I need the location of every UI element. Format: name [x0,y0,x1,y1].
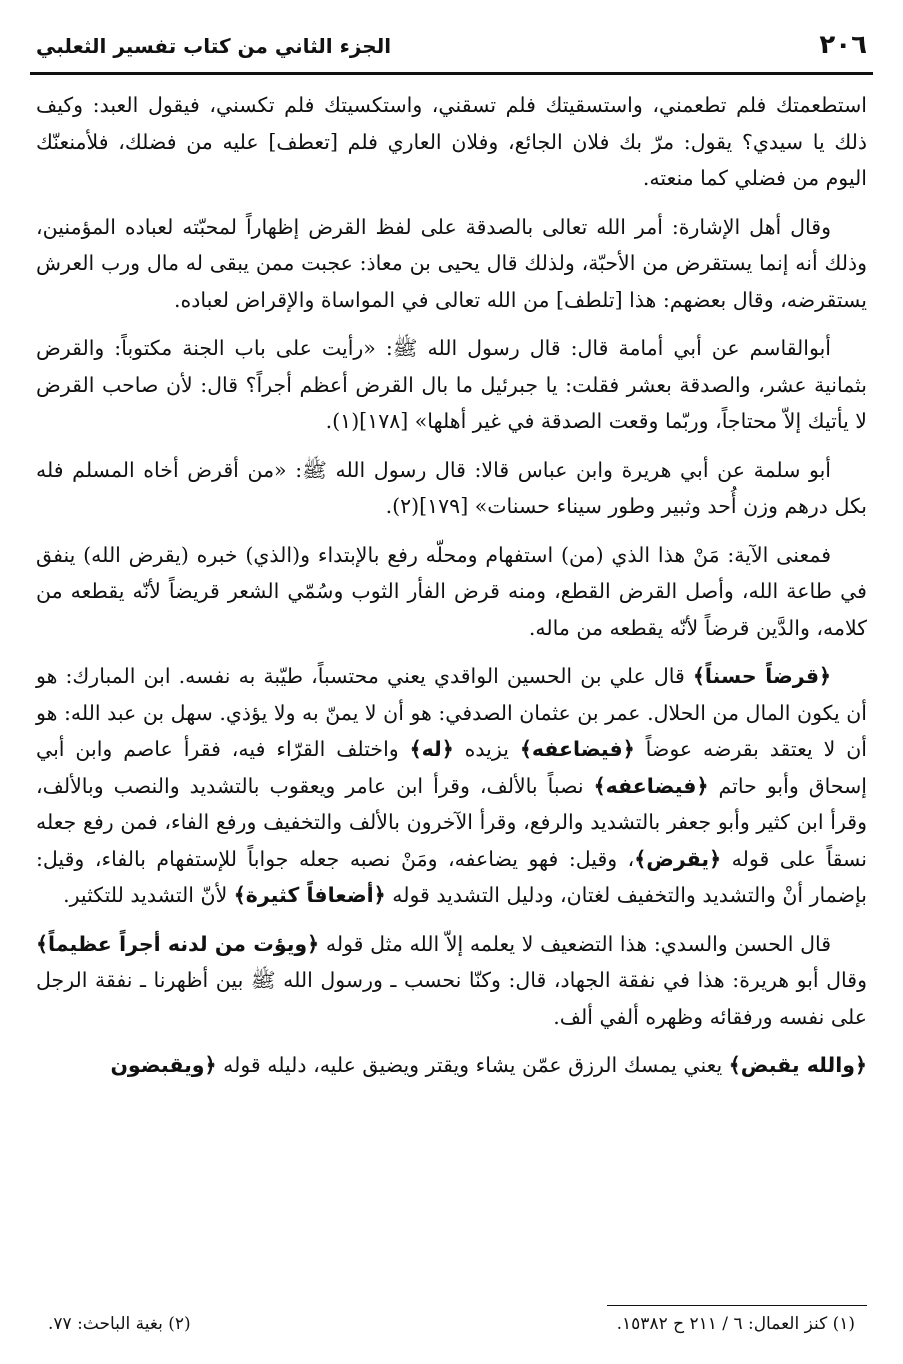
footnotes [30,1305,873,1334]
text-segment: وقال أهل الإشارة: أمر الله تعالى بالصدقة على لفظ القرض إظهاراً لمحبّته لعباده المؤمنين، وذلك أنه إنما يستقرض من الأحبّة، ولذلك قال يحيى بن معاذ: عجبت ممن يبقى له مال ورب العرش يستقرضه، وقال بعضهم: هذا [تلطف] من الله تعالى في المواساة والإقراض لعباده. [36,214,867,312]
footnote-row [30,1314,873,1334]
footnote-1: (١) كنز العمال: ٦ / ٢١١ ح ١٥٣٨٢. [616,1314,855,1334]
paragraph-5 [30,537,873,647]
text-segment: فمعنى الآية: مَنْ هذا الذي (من) استفهام ومحلّه رفع بالإبتداء و(الذي) خبره (يقرض الله) ينفق في طاعة الله، وأصل القرض القطع، ومنه قرض الفأر الثوب وسُمّي الشعر قريضاً لأنّه يقطعه من كلامه، والدَّين قرضاً لأنّه يقطعه من ماله. [36,542,867,640]
text-segment: أبو سلمة عن أبي هريرة وابن عباس قالا: قال رسول الله ﷺ: «من أقرض أخاه المسلم فله بكل درهم وزن أُحد وثبير وطور سيناء حسنات» [١٧٩](٢). [36,457,867,518]
paragraph-3 [30,330,873,440]
footnote-rule [607,1305,867,1306]
page-number: ٢٠٦ [819,30,867,60]
book-page [30,30,873,1350]
footnote-2: (٢) بغية الباحث: ٧٧. [48,1314,191,1334]
paragraph-7 [30,926,873,1036]
text-segment: نصباً بالألف، وقرأ ابن عامر ويعقوب بالتشديد والنصب وبالألف، وقرأ ابن كثير وأبو جعفر بالتشديد والرفع، وقرأ الآخرون بالألف والتخفيف ورفع الفاء، فمن رفع جعله نسقاً على قوله [36,773,867,871]
text-segment: قال علي بن الحسين الواقدي يعني محتسباً، طيّبة به نفسه. ابن المبارك: هو أن يكون المال من الحلال. عمر بن عثمان الصدفي: هو أن لا يمنّ به ولا يؤذي. سهل بن عبد الله: هو أن لا يعتقد بقرضه عوضاً [36,664,867,761]
text-segment: استطعمتك فلم تطعمني، واستسقيتك فلم تسقني، واستكسيتك فلم تكسني، فيقول العبد: وكيف ذلك يا سيدي؟ يقول: مرّ بك فلان الجائع، وفلان العاري فلم [تعطف] عليه من فضلك، فلأمنعنّك اليوم من فضلي كما منعته. [36,93,867,190]
text-segment: يزيده [453,737,520,761]
quran-quote: ﴿ويؤت من لدنه أجراً عظيماً﴾ [36,931,320,956]
paragraph-4 [30,452,873,525]
quran-quote: ﴿قرضاً حسناً﴾ [692,664,831,688]
running-title: الجزء الثاني من كتاب تفسير الثعلبي [36,34,392,58]
quran-quote: ﴿أضعافاً كثيرة﴾ [233,883,386,907]
quran-quote: ﴿والله يقبض﴾ [728,1053,867,1077]
quran-quote: ﴿ويقبضون [110,1053,217,1077]
body-text [30,87,873,1084]
text-segment: أبوالقاسم عن أبي أمامة قال: قال رسول الله ﷺ: «رأيت على باب الجنة مكتوباً: والقرض بثمانية عشر، والصدقة بعشر فقلت: يا جبرئيل ما بال القرض أعظم أجراً؟ قال: لأن صاحب القرض لا يأتيك إلاّ محتاجاً، وربّما وقعت الصدقة في غير أهلها» [١٧٨](١). [36,336,867,433]
header-rule [30,72,873,75]
paragraph-1 [30,87,873,197]
quran-quote: ﴿فيضاعفه﴾ [593,773,709,798]
paragraph-2 [30,209,873,319]
text-segment: لأنّ التشديد للتكثير. [63,883,234,907]
paragraph-6 [30,658,873,914]
text-segment: واختلف القرّاء فيه، فقرأ عاصم وابن أبي إسحاق وأبو حاتم [36,737,867,798]
text-segment: ، وقيل: فهو يضاعفه، ومَنْ نصبه جعله جواباً للإستفهام بالفاء، وقيل: بإضمار أنْ والتشديد والتخفيف لغتان، ودليل التشديد قوله [36,846,867,907]
running-header [30,30,873,70]
text-segment: وقال أبو هريرة: هذا في نفقة الجهاد، قال: وكنّا نحسب ـ ورسول الله ﷺ بين أظهرنا ـ نفقة الرجل على نفسه ورفقائه وظهره ألفي ألف. [36,968,867,1029]
text-segment: قال الحسن والسدي: هذا التضعيف لا يعلمه إلاّ الله مثل قوله [319,931,832,956]
text-segment: يعني يمسك الرزق عمّن يشاء ويقتر ويضيق عليه، دليله قوله [216,1053,729,1077]
quran-quote: ﴿فيضاعفه﴾ [519,737,635,761]
paragraph-8 [30,1047,873,1084]
quran-quote: ﴿يقرض﴾ [634,846,722,871]
quran-quote: ﴿له﴾ [409,737,454,761]
